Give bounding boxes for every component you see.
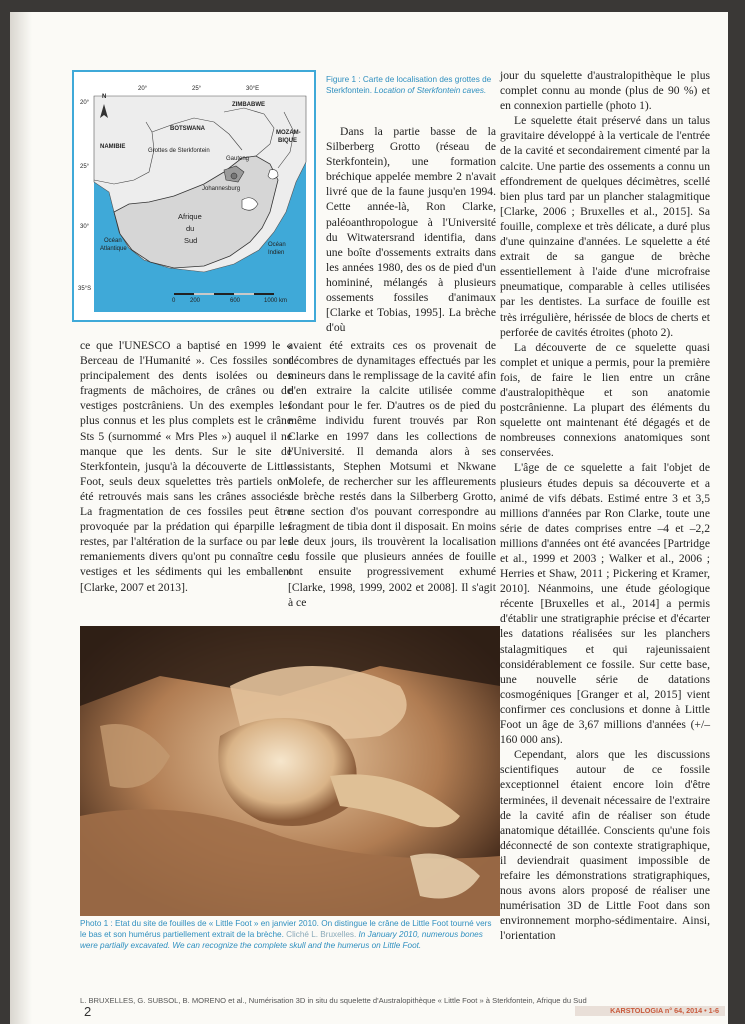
tick-30e: 30°E bbox=[246, 86, 260, 92]
label-mozambique-2: BIQUE bbox=[278, 138, 298, 144]
paragraph: Le squelette était préservé dans un talus gravitaire développé à la verticale de l'entrée de la cavité et secondairement cimenté par la calcite. Une partie des ossements a connu un effondrement de quelques décimètres, scellé bien plus tard par un plancher stalagmitique [Clarke, 2006 ; Bruxelles et al., 2015]. Sa fouille, complexe et très délicate, a duré plus d'une quinzaine d'années. Le squelette a été extrait de sa gangue de brèche essentiellement à l'aide d'une microfraise pneumatique, comparable à celles utilisées par les dentistes. La surface de fouille est très irrégulière, hérissée de blocs de cherts et perforée de cavités étroites (photo 2). bbox=[500, 114, 710, 339]
label-grottes: Grottes de Sterkfontein bbox=[148, 148, 210, 154]
label-ocean-ind-2: Indien bbox=[268, 250, 285, 256]
tick-25: 25° bbox=[192, 86, 202, 92]
figure-1-caption-en: Location of Sterkfontein caves. bbox=[374, 86, 487, 95]
lat-30: 30° bbox=[80, 224, 90, 230]
label-mozambique-1: MOZAM- bbox=[276, 130, 301, 136]
photo-1-caption bbox=[80, 919, 500, 951]
label-sud: Sud bbox=[184, 236, 198, 245]
lat-35s: 35°S bbox=[78, 286, 92, 292]
running-footer: L. BRUXELLES, G. SUBSOL, B. MORENO et al., Numérisation 3D in situ du squelette d'Australopithèque « Little Foot » à Sterkfontein, Afrique du Sud bbox=[80, 996, 587, 1005]
photo-1-caption-en: In January 2010, numerous bones were partially excavated. We can recognize the complete skull and the humerus on Little Foot. bbox=[80, 929, 483, 950]
photo-1-caption-fr: Photo 1 : Etat du site de fouilles de « Little Foot » en janvier 2010. On distingue le crâne de Little Foot tourné vers le bas et son humérus partiellement extrait de la brèche. bbox=[80, 919, 492, 939]
label-ocean-ind-1: Océan bbox=[268, 242, 286, 248]
tick-20: 20° bbox=[138, 86, 148, 92]
paragraph: Dans la partie basse de la Silberberg Grotto (réseau de Sterkfontein), une formation bréchique appelée membre 2 n'avait livré que de la faune jusqu'en 1994. Cette année-là, Ron Clarke, paléoanthropologue à l'Université du Witwatersrand identifia, dans une boîte d'ossements extraits dans les années 1980, des os de pied d'un homininé, mélangés à plusieurs ossements fossiles d'animaux [Clarke et Tobias, 1995]. La brèche d'où bbox=[326, 125, 496, 335]
scale-0: 0 bbox=[172, 298, 176, 304]
paragraph: La découverte de ce squelette quasi complet et unique a permis, pour la première fois, de faire le lien entre un crâne d'australopithèque et son anatomie postcrânienne. La plupart des éléments du squelette ont maintenant été dégagés et de nombreuses connexions anatomiques sont conservées. bbox=[500, 340, 710, 460]
column-right bbox=[500, 68, 710, 943]
photo-drawing bbox=[80, 626, 500, 916]
column-left bbox=[80, 338, 292, 595]
paragraph: Cependant, alors que les discussions scientifiques autour de ce fossile exceptionnel étaient encore loin d'être terminées, il devenait nécessaire de l'extraire de la cavité afin de réaliser son étude anatomique détaillée. Conscients qu'une fois déconnecté de son contexte stratigraphique, il deviendrait quasiment impossible de refaire les démonstrations stratigraphiques, nous avons alors proposé de réaliser une numérisation 3D de Little Foot dans son environnement morpho-sédimentaire. Ainsi, l'orientation bbox=[500, 748, 710, 943]
label-ocean-atl-1: Océan bbox=[104, 238, 122, 244]
location-map bbox=[72, 70, 316, 322]
figure-1-caption-fr: Figure 1 : Carte de localisation des grottes de Sterkfontein. bbox=[326, 75, 492, 95]
scale-200: 200 bbox=[190, 298, 201, 304]
paragraph: avaient été extraits ces os provenait de décombres de dynamitages effectués par les mineurs dans le remplissage de la cavité afin d'en extraire la calcite utilisée comme fondant pour le fer. D'autres os de pied du même individu furent trouvés par Ron Clarke en 1997 dans les collections de l'Université. Il demanda alors à ses assistants, Stephen Motsumi et Nkwane Molefe, de rechercher sur les affleurements de brèche restés dans la Silberberg Grotto, une section d'os pouvant correspondre au fragment de tibia dont il disposait. En moins de deux jours, ils trouvèrent la localisation du fossile que plusieurs années de fouille ont ensuite progressivement exhumé [Clarke, 1998, 1999, 2002 et 2008]. Il s'agit à ce bbox=[288, 339, 496, 609]
lat-20: 20° bbox=[80, 100, 90, 106]
scale-600: 600 bbox=[230, 298, 241, 304]
swaziland bbox=[268, 170, 278, 179]
lat-25: 25° bbox=[80, 164, 90, 170]
johannesburg-marker bbox=[231, 173, 237, 179]
page-number: 2 bbox=[84, 1004, 92, 1019]
figure-1-caption bbox=[326, 74, 496, 96]
paragraph: jour du squelette d'australopithèque le plus complet connu au monde (plus de 90 %) et en connexion partielle (photo 1). bbox=[500, 69, 710, 113]
journal-badge: KARSTOLOGIA n° 64, 2014 • 1-6 bbox=[575, 1006, 725, 1016]
map-drawing bbox=[74, 72, 314, 320]
label-botswana: BOTSWANA bbox=[170, 126, 205, 132]
excavation-photo bbox=[80, 626, 500, 916]
label-afrique: Afrique bbox=[178, 212, 202, 221]
label-du: du bbox=[186, 224, 195, 233]
label-north: N bbox=[102, 94, 107, 100]
paragraph: ce que l'UNESCO a baptisé en 1999 le « Berceau de l'Humanité ». Ces fossiles sont principalement des dents isolées ou des fragments de mâchoires, de crânes ou de vestiges postcrâniens. Un des exemples les plus connus et les plus complets est le crâne Sts 5 (surnommé « Mrs Ples ») auquel il ne manque que les dents. Sur le site de Sterkfontein, jusqu'à la découverte de Little Foot, seuls deux squelettes très partiels ont été retrouvés mais sans les crânes associés. La fragmentation de ces fossiles peut être provoquée par la prédation qui éparpille les restes, par l'altération de la surface ou par les remaniements divers qu'ont pu connaître ces vestiges et les sédiments qui les emballent [Clarke, 2007 et 2013]. bbox=[80, 339, 292, 594]
paragraph: L'âge de ce squelette a fait l'objet de plusieurs études depuis sa découverte et a animé de vifs débats. Estimé entre 3 et 3,5 millions d'années par Ron Clarke, toute une série de dates comprises entre –4 et –2,2 millions d'années ont été avancées [Partridge et al., 1999 et 2003 ; Walker et al., 2006 ; Herries et Shaw, 2011 ; Pickering et Kramer, 2010]. Néanmoins, une étude géologique récente [Bruxelles et al., 2014] a permis d'établir une stratigraphie précise et d'écarter les datations réalisées sur les planchers stalagmitiques et qui rajeunissaient considérablement ce fossile. Sur cette base, une nouvelle série de datations cosmogéniques [Granger et al, 2015] vient confirmer ces conclusions et donne à Little Foot un âge de 3,67 millions d'années (+/–160 000 ans). bbox=[500, 461, 710, 747]
label-zimbabwe: ZIMBABWE bbox=[232, 102, 265, 108]
page-gutter-shadow bbox=[10, 12, 32, 1024]
page bbox=[10, 12, 728, 1024]
photo-1-credit: Cliché L. Bruxelles. bbox=[286, 929, 357, 939]
label-johannesburg: Johannesburg bbox=[202, 186, 241, 192]
label-gauteng: Gauteng bbox=[226, 156, 250, 162]
label-namibie: NAMIBIE bbox=[100, 144, 126, 150]
column-middle bbox=[288, 338, 496, 610]
label-ocean-atl-2: Atlantique bbox=[100, 246, 127, 252]
scale-1000: 1000 km bbox=[264, 298, 288, 304]
column-middle-top bbox=[326, 124, 496, 335]
